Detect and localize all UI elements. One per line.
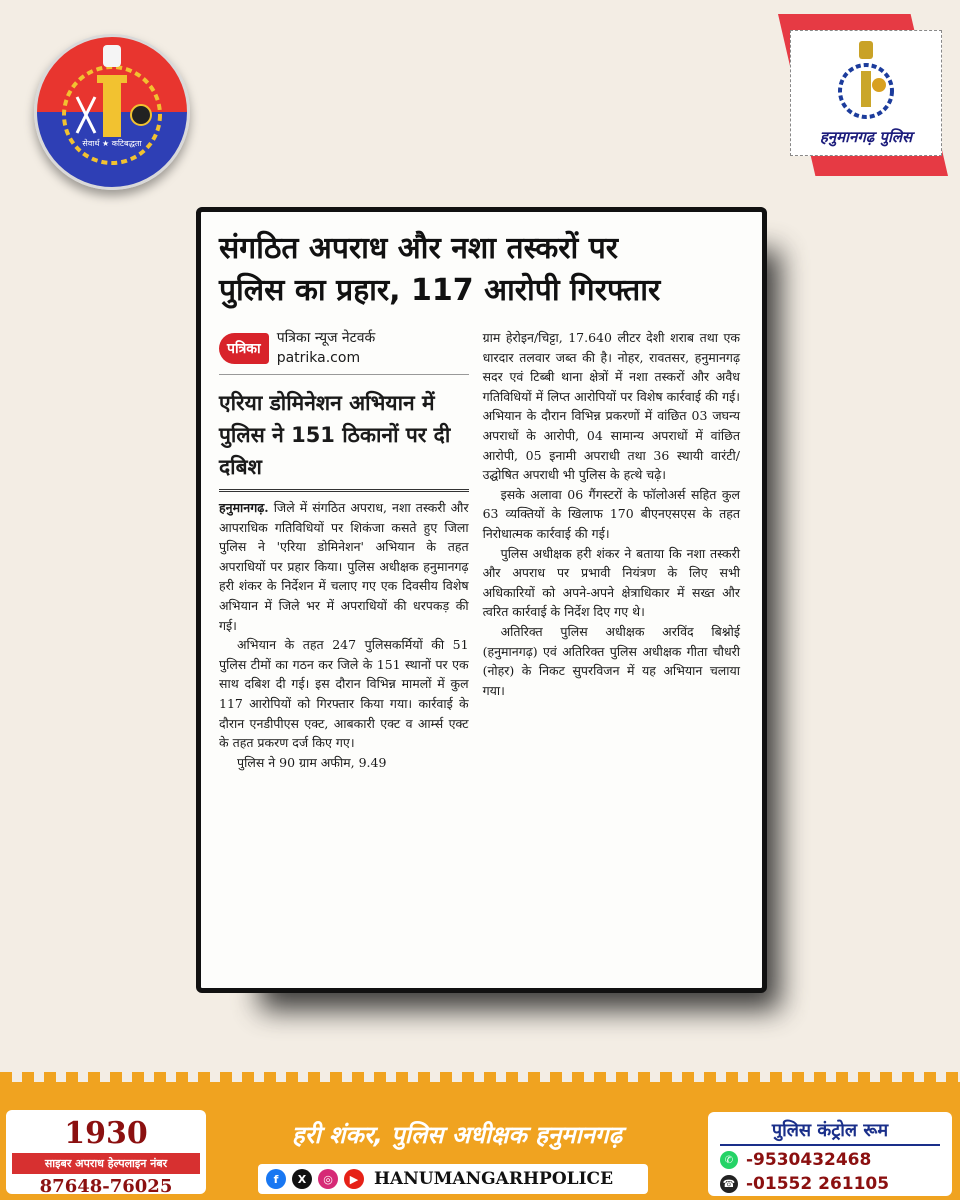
- control-whatsapp-number[interactable]: -9530432468: [746, 1150, 872, 1170]
- youtube-icon[interactable]: ▶: [344, 1169, 364, 1189]
- police-emblem-icon: [37, 37, 187, 187]
- whatsapp-icon: ✆: [720, 1151, 738, 1169]
- headline-line-1: संगठित अपराध और नशा तस्करों पर: [219, 231, 619, 266]
- social-bar: [258, 1164, 648, 1194]
- dateline: हनुमानगढ़.: [219, 500, 269, 515]
- hanumangarh-police-logo: [790, 30, 942, 156]
- control-room-box: [708, 1112, 952, 1196]
- paragraph-4: इसके अलावा 06 गैंगस्टरों के फॉलोअर्स सहित कुल 63 व्यक्तियों के खिलाफ 170 बीएनएसएस के तहत निरोधात्मक कार्रवाई की गई।: [482, 486, 740, 541]
- control-whatsapp-line: [720, 1150, 940, 1170]
- cyber-helpline-number: 1930: [64, 1116, 148, 1151]
- left-logo-motto: सेवार्थ ★ कटिबद्धता: [82, 139, 142, 148]
- cyber-helpline-phone: 87648-76025: [39, 1176, 173, 1197]
- phone-icon: ☎: [720, 1175, 738, 1193]
- headline: [219, 228, 740, 312]
- control-room-title: पुलिस कंट्रोल रूम: [720, 1118, 940, 1146]
- news-clipping: [196, 207, 767, 993]
- patrika-logo: पत्रिका: [219, 333, 269, 364]
- social-handle[interactable]: HANUMANGARHPOLICE: [374, 1169, 614, 1189]
- instagram-icon[interactable]: ◎: [318, 1169, 338, 1189]
- paragraph-5: पुलिस अधीक्षक हरी शंकर ने बताया कि नशा तस्करी और अपराध पर प्रभावी नियंत्रण के लिए सभी अधिकारियों को अपने-अपने क्षेत्राधिकार में सख्त और त्वरित कार्रवाई के निर्देश दिए गए थे।: [482, 545, 740, 620]
- subheadline: एरिया डोमिनेशन अभियान में पुलिस ने 151 ठिकानों पर दी दबिश: [219, 387, 469, 492]
- headline-line-2: पुलिस का प्रहार, 117 आरोपी गिरफ्तार: [219, 273, 661, 308]
- cyber-helpline-label: साइबर अपराध हेल्पलाइन नंबर: [12, 1153, 200, 1174]
- officer-name: हरी शंकर, पुलिस अधीक्षक हनुमानगढ़: [291, 1121, 623, 1149]
- control-phone-number[interactable]: -01552 261105: [746, 1174, 890, 1194]
- paragraph-1: [219, 498, 469, 635]
- paragraph-3-start: पुलिस ने 90 ग्राम अफीम, 9.49: [237, 754, 387, 770]
- source-url: patrika.com: [276, 350, 361, 366]
- cyber-helpline-box: [6, 1110, 206, 1197]
- district-police-title: हनुमानगढ़ पुलिस: [819, 128, 913, 146]
- district-emblem-icon: [791, 33, 941, 129]
- source-network: पत्रिका न्यूज नेटवर्क: [276, 330, 376, 346]
- paragraph-6: अतिरिक्त पुलिस अधीक्षक अरविंद बिश्नोई (हनुमानगढ़) एवं अतिरिक्त पुलिस अधीक्षक गीता चौधरी (नोहर) के निकट सुपरविजन में यह अभियान चलाया गया।: [482, 623, 740, 698]
- x-icon[interactable]: X: [292, 1169, 312, 1189]
- paragraph-1-text: जिले में संगठित अपराध, नशा तस्करी और आपराधिक गतिविधियों पर शिकंजा कसते हुए जिला पुलिस ने 'एरिया डोमिनेशन' अभियान के तहत अपराधियों पर प्रहार किया। पुलिस अधीक्षक हनुमानगढ़ हरी शंकर के निर्देशन में चलाए गए एक दिवसीय विशेष अभियान में जिले भर में अपराधियों की धरपकड़ की गई।: [219, 500, 469, 633]
- control-phone-line: [720, 1174, 940, 1194]
- source-byline: [219, 328, 469, 375]
- right-column: [483, 328, 740, 772]
- left-column: [219, 328, 469, 772]
- paragraph-3-continued: ग्राम हेरोइन/चिट्टा, 17.640 लीटर देशी शराब तथा एक धारदार तलवार जब्त की है। नोहर, रावतसर, हनुमानगढ़ सदर एवं टिब्बी थाना क्षेत्रों में नशा तस्करों और अवैध गतिविधियों में लिप्त आरोपियों पर विशेष कार्रवाई की गई। अभियान के दौरान विभिन्न प्रकरणों में वांछित 03 जघन्य अपराधों के आरोपी, 04 सामान्य अपराधों में वांछित आरोपी, 05 इनामी अपराधी तथा 36 स्थायी वारंटी/उद्घोषित अपराधी भी पुलिस के हत्थे चढ़े।: [482, 330, 740, 483]
- rajasthan-police-logo: [34, 34, 190, 190]
- facebook-icon[interactable]: f: [266, 1169, 286, 1189]
- paragraph-2: अभियान के तहत 247 पुलिसकर्मियों की 51 पुलिस टीमों का गठन कर जिले के 151 स्थानों पर एक साथ दबिश दी गई। इस दौरान विभिन्न मामलों में कुल 117 आरोपियों को गिरफ्तार किया गया। कार्रवाई के दौरान एनडीपीएस एक्ट, आबकारी एक्ट व आर्म्स एक्ट के तहत प्रकरण दर्ज किए गए।: [219, 637, 469, 751]
